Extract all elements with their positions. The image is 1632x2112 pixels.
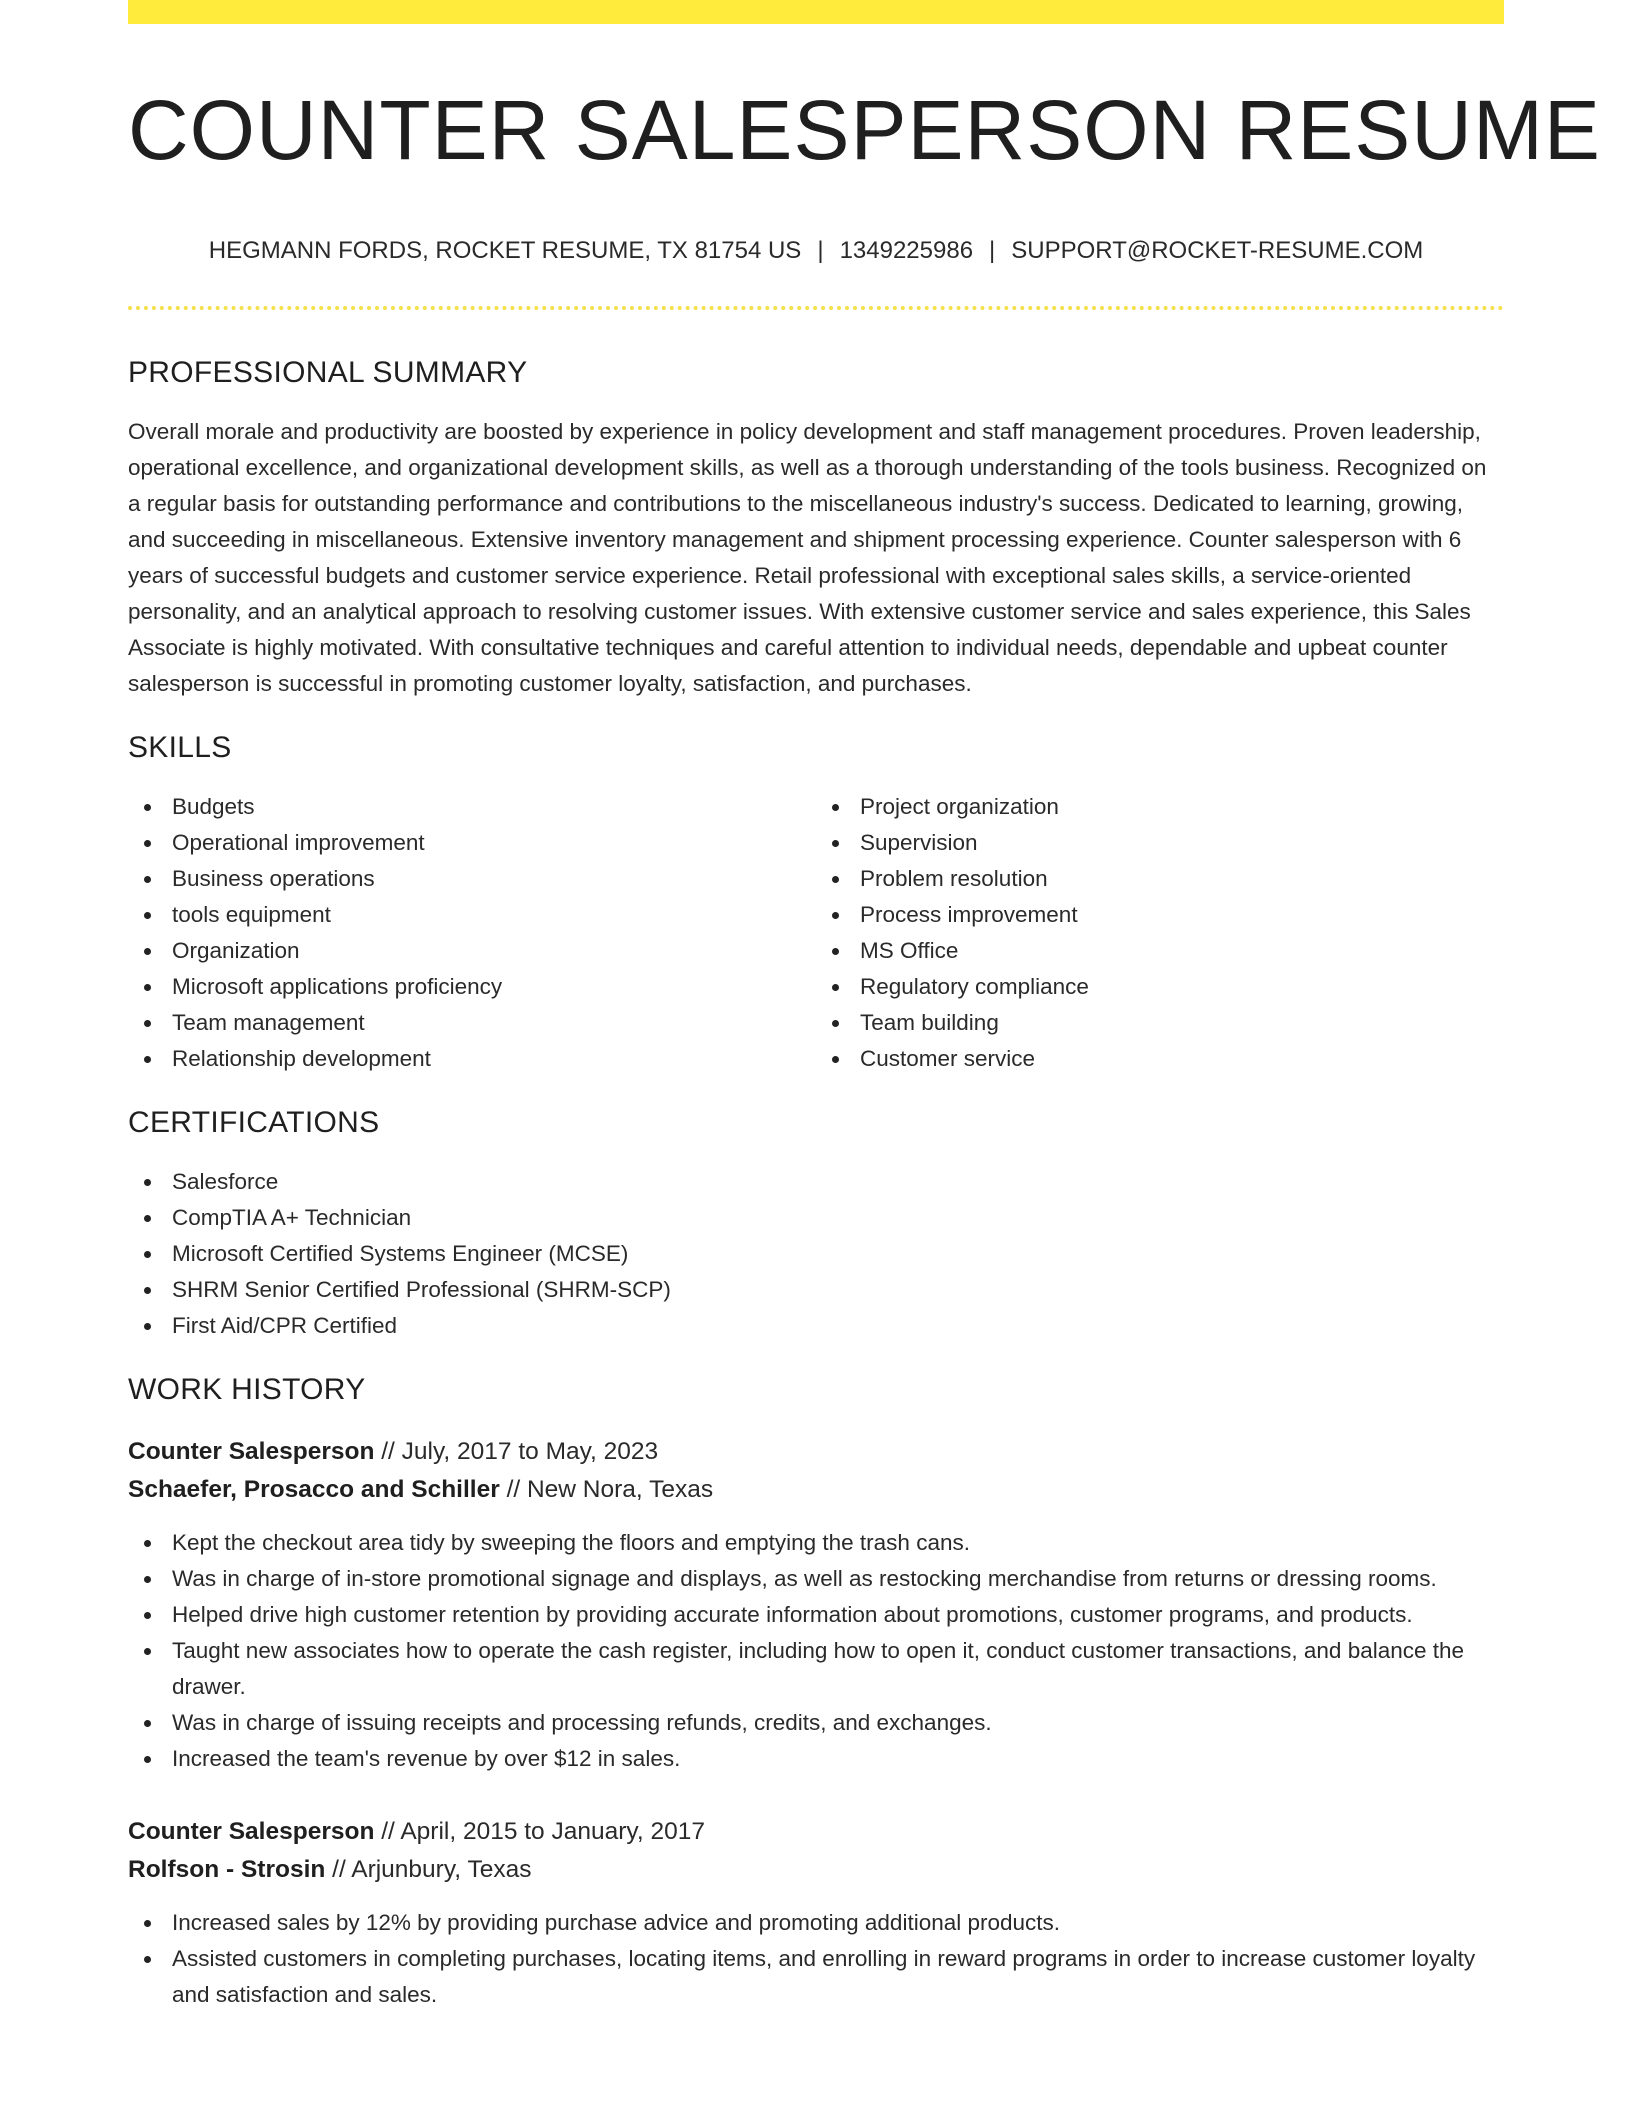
job-company-line <box>128 1851 1504 1889</box>
skills-list-right <box>816 789 1504 1077</box>
job-duty-item: Assisted customers in completing purchases, locating items, and enrolling in reward programs in order to increase customer loyalty and satisfaction and sales. <box>128 1941 1504 2013</box>
job-location: // Arjunbury, Texas <box>325 1856 532 1883</box>
job-role: Counter Salesperson <box>128 1438 375 1465</box>
job-dates: // July, 2017 to May, 2023 <box>374 1438 659 1465</box>
top-accent-bar <box>128 0 1504 24</box>
work-history-heading: WORK HISTORY <box>128 1373 366 1406</box>
skills-list-left <box>128 789 816 1077</box>
dotted-divider <box>128 306 1504 310</box>
skill-item: Team management <box>128 1005 816 1041</box>
skill-item: Project organization <box>816 789 1504 825</box>
job-role: Counter Salesperson <box>128 1818 375 1845</box>
skill-item: Regulatory compliance <box>816 969 1504 1005</box>
summary-heading: PROFESSIONAL SUMMARY <box>128 356 528 389</box>
job-company-line <box>128 1471 1504 1509</box>
skill-item: Supervision <box>816 825 1504 861</box>
job-company: Schaefer, Prosacco and Schiller <box>128 1476 500 1503</box>
skill-item: MS Office <box>816 933 1504 969</box>
job-duty-item: Was in charge of issuing receipts and processing refunds, credits, and exchanges. <box>128 1705 1504 1741</box>
skills-column-right <box>816 789 1504 1077</box>
certification-item: First Aid/CPR Certified <box>128 1308 1504 1344</box>
job-dates: // April, 2015 to January, 2017 <box>374 1818 705 1845</box>
certifications-list <box>128 1164 1504 1344</box>
certification-item: SHRM Senior Certified Professional (SHRM-SCP) <box>128 1272 1504 1308</box>
resume-title: COUNTER SALESPERSON RESUME <box>128 83 1601 177</box>
job-location: // New Nora, Texas <box>499 1476 714 1503</box>
contact-phone: 1349225986 <box>839 237 974 264</box>
job-duties-list <box>128 1905 1504 2013</box>
job-duty-item: Increased sales by 12% by providing purchase advice and promoting additional products. <box>128 1905 1504 1941</box>
job-duty-item: Was in charge of in-store promotional signage and displays, as well as restocking merchandise from returns or dressing rooms. <box>128 1561 1504 1597</box>
skill-item: tools equipment <box>128 897 816 933</box>
skill-item: Operational improvement <box>128 825 816 861</box>
job-role-line <box>128 1433 1504 1471</box>
job-company: Rolfson - Strosin <box>128 1856 326 1883</box>
skill-item: Relationship development <box>128 1041 816 1077</box>
contact-email: SUPPORT@ROCKET-RESUME.COM <box>1011 237 1424 264</box>
certification-item: Salesforce <box>128 1164 1504 1200</box>
skill-item: Budgets <box>128 789 816 825</box>
certifications-heading: CERTIFICATIONS <box>128 1106 380 1139</box>
summary-text: Overall morale and productivity are boosted by experience in policy development and staff management procedures. Proven leadership, operational excellence, and organizational development skills, as well as a thorough understanding of the tools business. Recognized on a regular basis for outstanding performance and contributions to the miscellaneous industry's success. Dedicated to learning, growing, and succeeding in miscellaneous. Extensive inventory management and shipment processing experience. Counter salesperson with 6 years of successful budgets and customer service experience. Retail professional with exceptional sales skills, a service-oriented personality, and an analytical approach to resolving customer issues. With extensive customer service and sales experience, this Sales Associate is highly motivated. With consultative techniques and careful attention to individual needs, dependable and upbeat counter salesperson is successful in promoting customer loyalty, satisfaction, and purchases. <box>128 419 1487 696</box>
skill-item: Process improvement <box>816 897 1504 933</box>
skills-grid <box>128 789 1504 1077</box>
skill-item: Customer service <box>816 1041 1504 1077</box>
contact-line <box>128 236 1504 266</box>
certification-item: CompTIA A+ Technician <box>128 1200 1504 1236</box>
skills-heading: SKILLS <box>128 731 232 764</box>
contact-address: HEGMANN FORDS, ROCKET RESUME, TX 81754 US <box>208 237 802 264</box>
contact-separator: | <box>817 237 824 264</box>
skill-item: Microsoft applications proficiency <box>128 969 816 1005</box>
contact-separator: | <box>989 237 996 264</box>
skill-item: Problem resolution <box>816 861 1504 897</box>
job-role-line <box>128 1813 1504 1851</box>
job-duty-item: Helped drive high customer retention by providing accurate information about promotions, customer programs, and products. <box>128 1597 1504 1633</box>
certification-item: Microsoft Certified Systems Engineer (MCSE) <box>128 1236 1504 1272</box>
resume-page <box>128 0 1601 2013</box>
skill-item: Business operations <box>128 861 816 897</box>
job-entry <box>128 1813 1504 2013</box>
skill-item: Organization <box>128 933 816 969</box>
skill-item: Team building <box>816 1005 1504 1041</box>
skills-column-left <box>128 789 816 1077</box>
job-duty-item: Increased the team's revenue by over $12 in sales. <box>128 1741 1504 1777</box>
job-entry <box>128 1433 1504 1777</box>
job-duty-item: Taught new associates how to operate the cash register, including how to open it, conduct customer transactions, and balance the drawer. <box>128 1633 1504 1705</box>
job-duty-item: Kept the checkout area tidy by sweeping the floors and emptying the trash cans. <box>128 1525 1504 1561</box>
job-duties-list <box>128 1525 1504 1777</box>
